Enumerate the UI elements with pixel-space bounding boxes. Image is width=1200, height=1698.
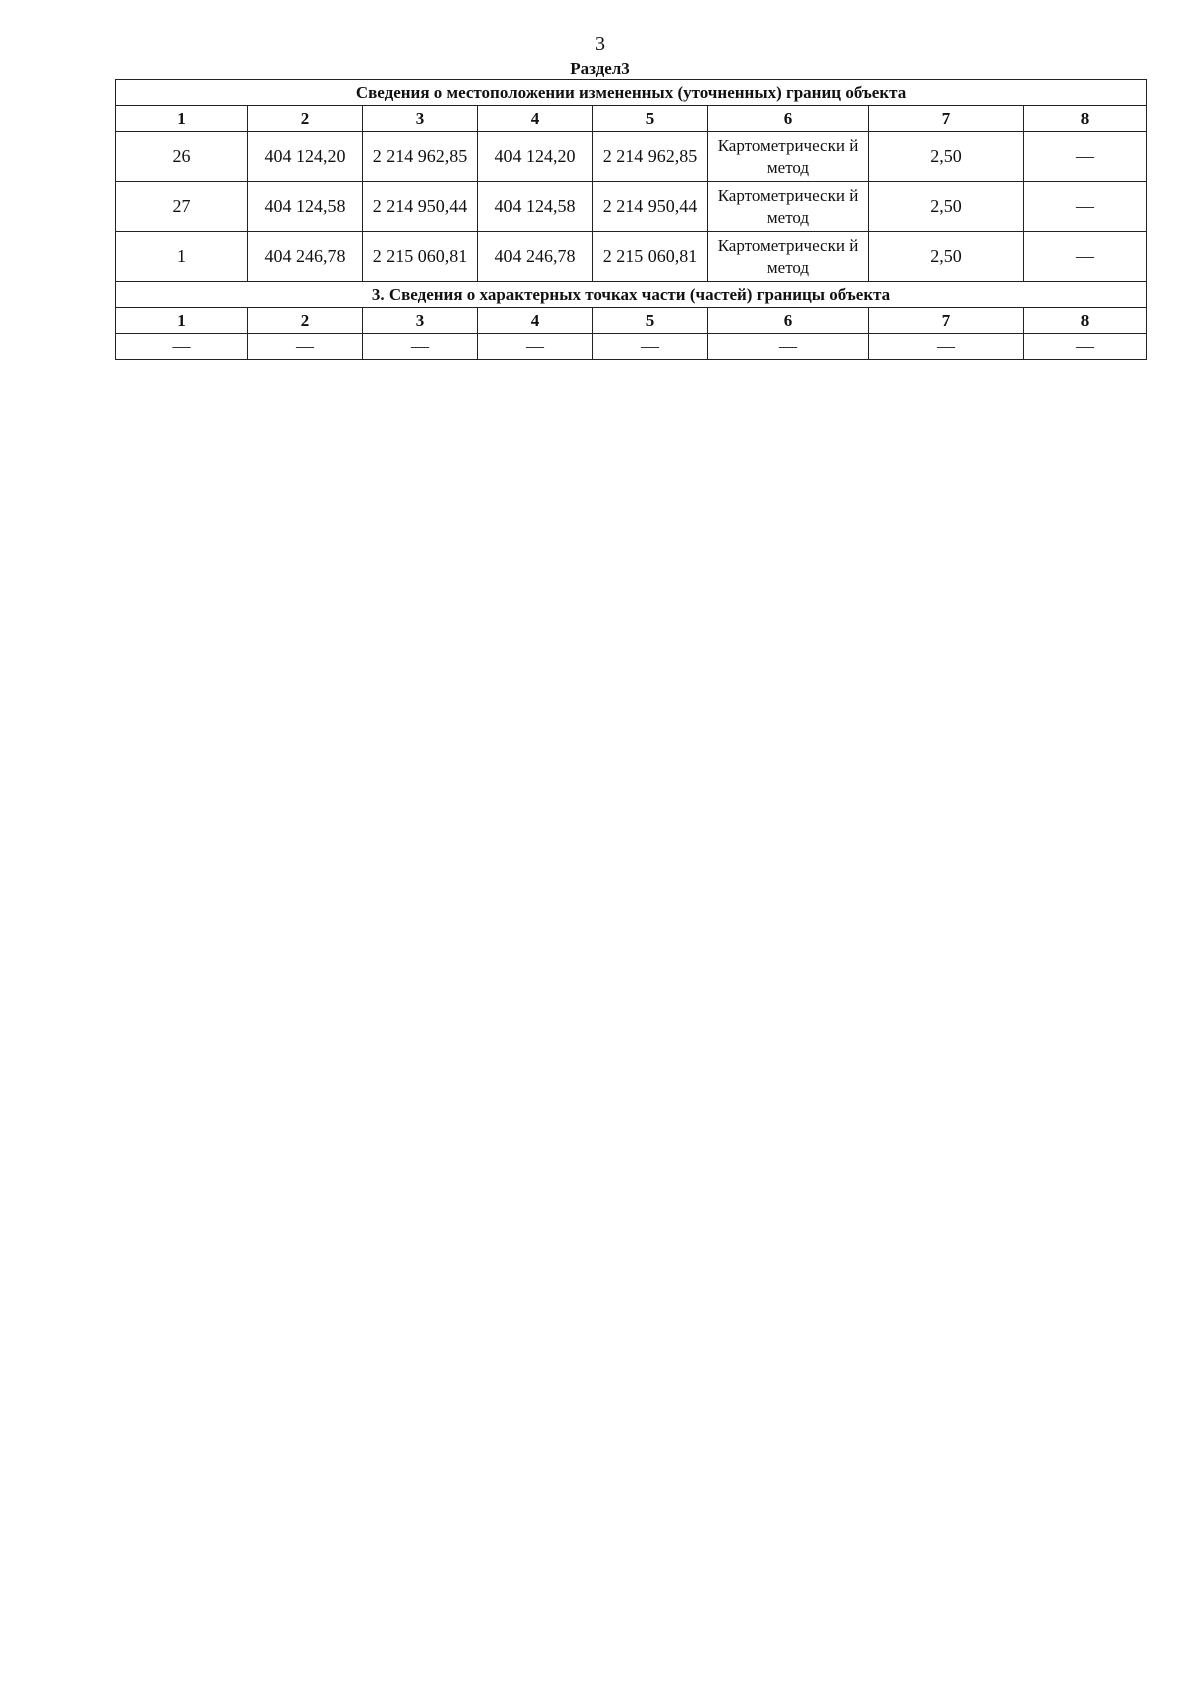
description-cell: — xyxy=(1024,132,1147,182)
boundary-table xyxy=(115,79,1147,360)
table-row xyxy=(116,182,1147,232)
coordinate-cell: 404 246,78 xyxy=(478,232,593,282)
accuracy-cell: 2,50 xyxy=(869,132,1024,182)
coordinate-cell: 2 214 962,85 xyxy=(363,132,478,182)
table1-header-cell: 8 xyxy=(1024,106,1147,132)
coordinate-cell: 404 124,20 xyxy=(248,132,363,182)
table2-header-cell: 7 xyxy=(869,308,1024,334)
table1-header-cell: 1 xyxy=(116,106,248,132)
empty-cell: — xyxy=(869,334,1024,360)
table1-header-cell: 5 xyxy=(593,106,708,132)
page-number: 3 xyxy=(595,33,605,55)
method-cell: Картометрически й метод xyxy=(708,232,869,282)
empty-cell: — xyxy=(708,334,869,360)
table1-caption-row xyxy=(116,80,1147,106)
table1-header-cell: 4 xyxy=(478,106,593,132)
table1-header-cell: 2 xyxy=(248,106,363,132)
table1-caption: Сведения о местоположении измененных (уточненных) границ объекта xyxy=(116,80,1147,106)
coordinate-cell: 404 124,58 xyxy=(248,182,363,232)
table2-caption: 3. Сведения о характерных точках части (частей) границы объекта xyxy=(116,282,1147,308)
table2-header-row xyxy=(116,308,1147,334)
table1-header-cell: 3 xyxy=(363,106,478,132)
coordinate-cell: 2 214 950,44 xyxy=(363,182,478,232)
coordinate-cell: 404 124,20 xyxy=(478,132,593,182)
table-row xyxy=(116,132,1147,182)
empty-cell: — xyxy=(1024,334,1147,360)
coordinate-cell: 2 214 950,44 xyxy=(593,182,708,232)
section-title: Раздел3 xyxy=(570,59,630,78)
method-cell: Картометрически й метод xyxy=(708,182,869,232)
point-number-cell: 1 xyxy=(116,232,248,282)
coordinate-cell: 404 124,58 xyxy=(478,182,593,232)
description-cell: — xyxy=(1024,182,1147,232)
accuracy-cell: 2,50 xyxy=(869,232,1024,282)
description-cell: — xyxy=(1024,232,1147,282)
table-row xyxy=(116,232,1147,282)
empty-cell: — xyxy=(116,334,248,360)
coordinate-cell: 2 215 060,81 xyxy=(363,232,478,282)
empty-cell: — xyxy=(363,334,478,360)
point-number-cell: 27 xyxy=(116,182,248,232)
point-number-cell: 26 xyxy=(116,132,248,182)
empty-cell: — xyxy=(248,334,363,360)
table2-header-cell: 8 xyxy=(1024,308,1147,334)
table-row xyxy=(116,334,1147,360)
table2-header-cell: 1 xyxy=(116,308,248,334)
empty-cell: — xyxy=(593,334,708,360)
coordinate-cell: 2 214 962,85 xyxy=(593,132,708,182)
table2-header-cell: 2 xyxy=(248,308,363,334)
empty-cell: — xyxy=(478,334,593,360)
coordinate-cell: 2 215 060,81 xyxy=(593,232,708,282)
table2-caption-row xyxy=(116,282,1147,308)
accuracy-cell: 2,50 xyxy=(869,182,1024,232)
table1-header-cell: 7 xyxy=(869,106,1024,132)
table1-header-row xyxy=(116,106,1147,132)
table2-header-cell: 4 xyxy=(478,308,593,334)
table2-header-cell: 3 xyxy=(363,308,478,334)
table2-header-cell: 6 xyxy=(708,308,869,334)
method-cell: Картометрически й метод xyxy=(708,132,869,182)
coordinate-cell: 404 246,78 xyxy=(248,232,363,282)
table2-header-cell: 5 xyxy=(593,308,708,334)
table1-header-cell: 6 xyxy=(708,106,869,132)
